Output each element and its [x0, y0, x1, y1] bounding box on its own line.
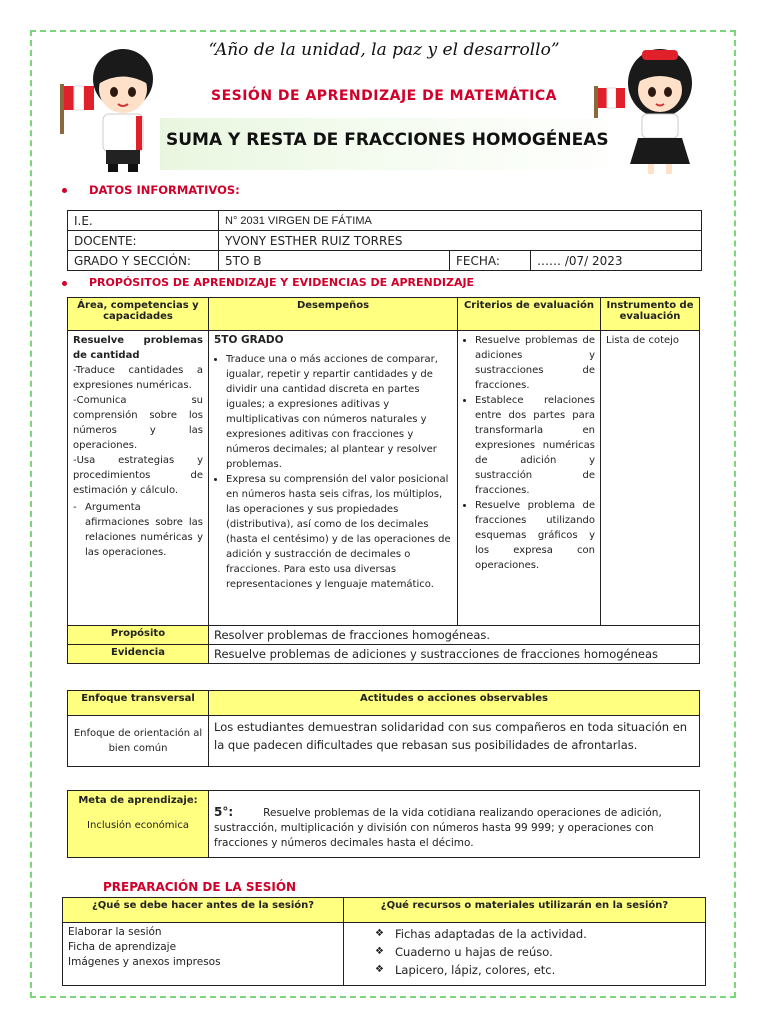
- meta-grade: 5°:: [214, 805, 234, 819]
- header-instrumento: Instrumento de evaluación: [601, 298, 700, 331]
- grado-title: 5TO GRADO: [214, 334, 284, 346]
- header-actitudes: Actitudes o acciones observables: [209, 691, 700, 716]
- topic-title: SUMA Y RESTA DE FRACCIONES HOMOGÉNEAS: [166, 130, 609, 150]
- antes-cell: [63, 923, 344, 986]
- proposito-value: Resolver problemas de fracciones homogéneas.: [209, 626, 700, 645]
- header-antes: ¿Qué se debe hacer antes de la sesión?: [63, 898, 344, 923]
- capacidad-item: - Argumenta afirmaciones sobre las relaciones numéricas y las operaciones.: [73, 502, 203, 558]
- dash-icon: -: [73, 502, 77, 513]
- antes-item: Elaborar la sesión: [68, 926, 162, 938]
- criterio-item: • Resuelve problemas de adiciones y sustracciones de fracciones.: [475, 333, 595, 393]
- header-recursos: ¿Qué recursos o materiales utilizarán en la sesión?: [344, 898, 706, 923]
- docente-label: DOCENTE:: [68, 231, 219, 251]
- capacidad-item: -Usa estrategias y procedimientos de estimación y cálculo.: [73, 455, 203, 496]
- meta-text: Resuelve problemas de la vida cotidiana realizando operaciones de adición, sustracción, multiplicación y división con números hasta 99 999; y operaciones con fracciones y números decimales hasta el décimo.: [214, 807, 662, 849]
- criterio-item: • Resuelve problema de fracciones utilizando esquemas gráficos y los expresa con operaciones.: [475, 498, 595, 573]
- competencias-cell: [68, 331, 209, 626]
- section-datos-informativos: DATOS INFORMATIVOS:: [62, 183, 240, 197]
- instrumento-cell: Lista de cotejo: [601, 331, 700, 626]
- proposito-label: Propósito: [68, 626, 209, 645]
- recurso-item: ❖ Lapicero, lápiz, colores, etc.: [373, 961, 700, 979]
- competencia-title: Resuelve problemas de cantidad: [73, 335, 203, 361]
- meta-label: Meta de aprendizaje:: [78, 795, 198, 806]
- actitud-value: Los estudiantes demuestran solidaridad con sus compañeros en toda situación en la que padecen dificultades que rebasan sus posibilidades de afrontarlas.: [209, 716, 700, 767]
- grado-label: GRADO Y SECCIÓN:: [68, 251, 219, 271]
- section-preparacion: PREPARACIÓN DE LA SESIÓN: [103, 880, 297, 894]
- header-desempenos: Desempeños: [209, 298, 458, 331]
- desempenos-cell: [209, 331, 458, 626]
- recurso-item: ❖ Fichas adaptadas de la actividad.: [373, 925, 700, 943]
- header-enfoque: Enfoque transversal: [68, 691, 209, 716]
- enfoque-table: [67, 690, 700, 767]
- criterio-item: • Establece relaciones entre dos partes para transformarla en expresiones numéricas de adición y sustracción de fracciones.: [475, 393, 595, 498]
- header-criterios: Criterios de evaluación: [458, 298, 601, 331]
- desempeno-item: • Expresa su comprensión del valor posicional en números hasta seis cifras, los múltiplos, las operaciones y sus propiedades (distributiva), así como de los decimales (hasta el centésimo) y de las operaciones de adición y sustracción de decimales o fracciones. Para esto usa diversas representaciones y lenguaje matemático.: [226, 472, 452, 592]
- criterios-cell: [458, 331, 601, 626]
- desempeno-item: • Traduce una o más acciones de comparar, igualar, repetir y repartir cantidades y de dividir una cantidad discreta en partes iguales; a expresiones aditivas y multiplicativas con números naturales y expresiones aditivas con fracciones y números decimales; al plantear y resolver problemas.: [226, 352, 452, 472]
- capacidad-item: -Comunica su comprensión sobre los números y las operaciones.: [73, 395, 203, 451]
- docente-value: YVONY ESTHER RUIZ TORRES: [219, 231, 702, 251]
- meta-value-cell: [209, 791, 700, 858]
- antes-item: Imágenes y anexos impresos: [68, 956, 221, 968]
- prep-table: [62, 897, 706, 986]
- purpose-table: [67, 297, 700, 664]
- evidencia-label: Evidencia: [68, 645, 209, 664]
- antes-item: Ficha de aprendizaje: [68, 941, 177, 953]
- fecha-label: FECHA:: [450, 251, 531, 271]
- meta-table: [67, 790, 700, 858]
- bullet-icon: [62, 188, 67, 193]
- year-motto: “Año de la unidad, la paz y el desarrollo”: [208, 40, 560, 60]
- header-area: Área, competencias y capacidades: [68, 298, 209, 331]
- enfoque-value: Enfoque de orientación al bien común: [68, 716, 209, 767]
- recursos-cell: [344, 923, 706, 986]
- section-propositos: PROPÓSITOS DE APRENDIZAJE Y EVIDENCIAS DE APRENDIZAJE: [62, 276, 474, 289]
- evidencia-value: Resuelve problemas de adiciones y sustracciones de fracciones homogéneas: [209, 645, 700, 664]
- session-title: SESIÓN DE APRENDIZAJE DE MATEMÁTICA: [210, 88, 557, 104]
- capacidad-item: -Traduce cantidades a expresiones numéricas.: [73, 365, 203, 391]
- grado-value: 5TO B: [219, 251, 450, 271]
- fecha-value: …… /07/ 2023: [531, 251, 702, 271]
- meta-sub: Inclusión económica: [87, 820, 189, 831]
- info-table: [67, 210, 702, 271]
- ie-label: I.E.: [68, 211, 219, 231]
- bullet-icon: [62, 281, 67, 286]
- ie-value: N° 2031 VIRGEN DE FÁTIMA: [219, 211, 702, 231]
- meta-label-cell: [68, 791, 209, 858]
- recurso-item: ❖ Cuaderno u hajas de reúso.: [373, 943, 700, 961]
